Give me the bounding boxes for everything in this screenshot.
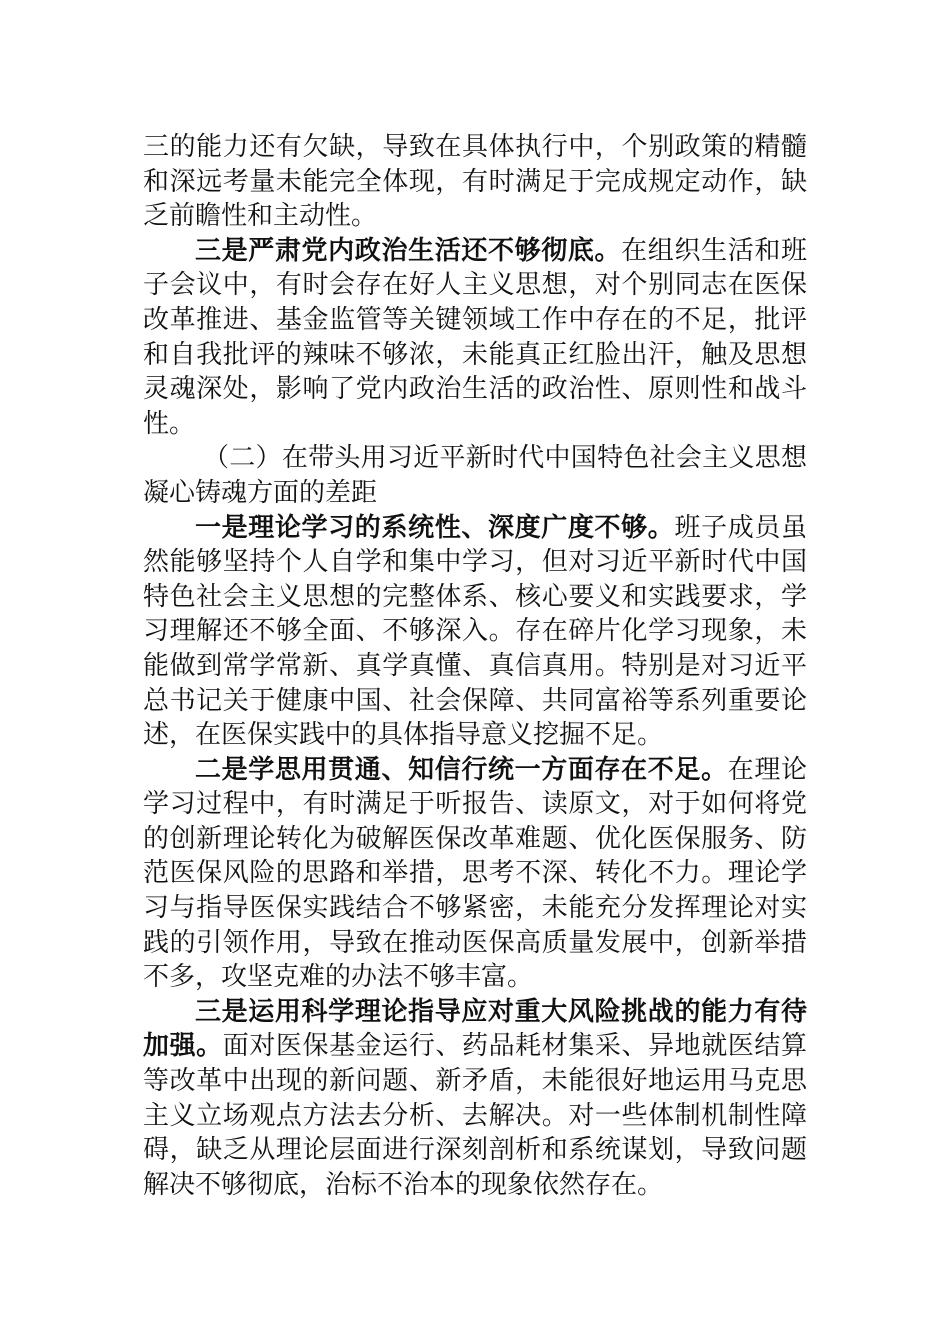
paragraph-lead: 三是严肃党内政治生活还不够彻底。 <box>195 235 622 266</box>
paragraph-point-3-risk-response <box>143 995 807 1203</box>
paragraph-continuation <box>143 130 807 234</box>
paragraph-lead: 二是学思用贯通、知信行统一方面存在不足。 <box>195 754 728 785</box>
paragraph-body: 面对医保基金运行、药品耗材集采、异地就医结算等改革中出现的新问题、新矛盾，未能很好地运用马克思主义立场观点方法去分析、去解决。对一些体制机制性障碍，缺乏从理论层面进行深刻剖析和系统谋划，导致问题解决不够彻底，治标不治本的现象依然存在。 <box>143 1031 807 1200</box>
document-page <box>143 130 807 1202</box>
paragraph-point-3-party-life <box>143 234 807 442</box>
section-heading-2 <box>143 441 807 510</box>
paragraph-lead: 一是理论学习的系统性、深度广度不够。 <box>195 512 675 543</box>
paragraph-lead: 三是运用科学理论指导应对重大风险挑战的能力有待加强。 <box>143 996 807 1062</box>
paragraph-point-2-learning-application <box>143 753 807 995</box>
section-heading-text: （二）在带头用习近平新时代中国特色社会主义思想凝心铸魂方面的差距 <box>143 443 807 508</box>
paragraph-body: 三的能力还有欠缺，导致在具体执行中，个别政策的精髓和深远考量未能完全体现，有时满足于完成规定动作，缺乏前瞻性和主动性。 <box>143 132 807 232</box>
paragraph-body: 在组织生活和班子会议中，有时会存在好人主义思想，对个别同志在医保改革推进、基金监管等关键领域工作中存在的不足，批评和自我批评的辣味不够浓，未能真正红脸出汗，触及思想灵魂深处，影响了党内政治生活的政治性、原则性和战斗性。 <box>143 235 807 439</box>
paragraph-body: 在理论学习过程中，有时满足于听报告、读原文，对于如何将党的创新理论转化为破解医保改革难题、优化医保服务、防范医保风险的思路和举措，思考不深、转化不力。理论学习与指导医保实践结合不够紧密，未能充分发挥理论对实践的引领作用，导致在推动医保高质量发展中，创新举措不多，攻坚克难的办法不够丰富。 <box>143 754 807 993</box>
paragraph-body: 班子成员虽然能够坚持个人自学和集中学习，但对习近平新时代中国特色社会主义思想的完整体系、核心要义和实践要求，学习理解还不够全面、不够深入。存在碎片化学习现象，未能做到常学常新、真学真懂、真信真用。特别是对习近平总书记关于健康中国、社会保障、共同富裕等系列重要论述，在医保实践中的具体指导意义挖掘不足。 <box>143 512 807 751</box>
paragraph-point-1-theory-study <box>143 511 807 753</box>
